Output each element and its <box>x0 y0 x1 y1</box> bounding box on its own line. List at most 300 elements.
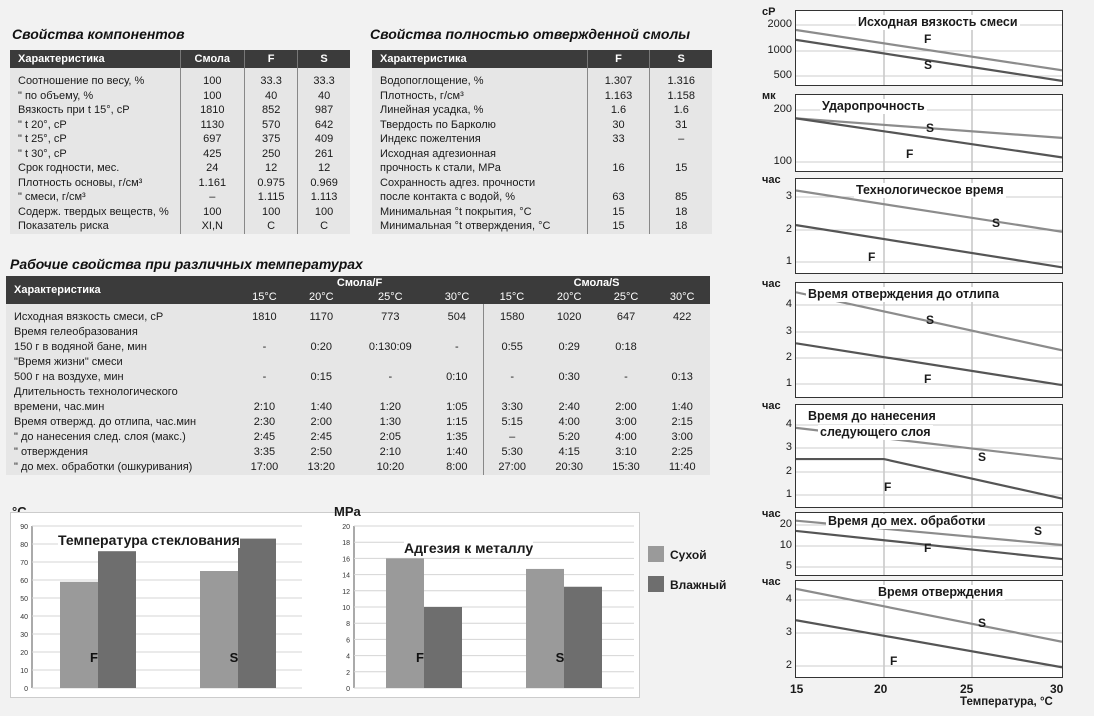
table-cell: 1130 <box>180 118 245 133</box>
legend-dry-swatch <box>648 546 664 562</box>
temperature-header: 25°C <box>598 290 655 304</box>
mini-chart-tick: 100 <box>773 155 792 167</box>
components-header-cell: S <box>298 50 350 68</box>
table-cell: Твердость по Барколю <box>372 118 587 133</box>
mini-chart <box>795 404 1063 508</box>
category-label: F <box>416 650 424 665</box>
y-tick-label: 10 <box>20 668 28 675</box>
table-cell: 100 <box>180 205 245 220</box>
table-cell: 31 <box>675 118 688 131</box>
working-header-main: Характеристика <box>6 276 236 304</box>
mini-chart-unit: час <box>762 576 781 588</box>
table-cell: 2:45 <box>310 431 332 443</box>
temperature-header: 30°C <box>654 290 710 304</box>
series-label: F <box>868 250 876 265</box>
table-cell <box>654 385 710 400</box>
table-cell: – <box>483 430 541 445</box>
legend-dry-label: Сухой <box>670 548 707 562</box>
y-tick-label: 6 <box>346 637 350 645</box>
table-cell: 150 г в водяной бане, мин <box>14 341 147 353</box>
table-cell <box>350 385 431 400</box>
mini-chart-title: Ударопрочность <box>822 99 925 113</box>
table-cell: 3:30 <box>483 400 541 415</box>
table-cell <box>598 325 655 340</box>
temperature-header: 30°C <box>431 290 483 304</box>
bar-dry <box>200 571 238 688</box>
table-cell: Вязкость при t 15°, cP <box>10 103 180 118</box>
table-cell: 1.163 <box>587 89 650 104</box>
adhesion-chart-title: Адгезия к металлу <box>404 540 534 556</box>
table-cell: C <box>320 220 329 232</box>
y-tick-label: 20 <box>342 524 350 531</box>
table-cell: 642 <box>314 118 334 131</box>
table-row <box>6 415 710 430</box>
table-cell: 250 <box>245 147 298 162</box>
table-cell: 1.6 <box>587 103 650 118</box>
table-cell: - <box>624 371 628 383</box>
table-cell <box>650 147 712 162</box>
table-cell <box>650 176 712 191</box>
mini-chart-title: Время отверждения <box>878 585 1004 599</box>
table-cell: Линейная усадка, % <box>372 103 587 118</box>
y-tick-label: 10 <box>342 605 350 612</box>
mini-chart <box>795 282 1063 398</box>
table-cell: 1.115 <box>245 190 298 205</box>
temperature-header: 25°C <box>350 290 431 304</box>
table-row <box>10 161 350 176</box>
table-cell: Исходная адгезионная <box>372 147 587 162</box>
table-cell: 0:29 <box>558 341 580 353</box>
table-row <box>6 445 710 460</box>
glass-chart-title: Температура стеклования <box>58 532 240 548</box>
table-cell: 15 <box>587 219 650 234</box>
table-cell <box>483 355 541 370</box>
table-cell <box>654 340 710 355</box>
series-label: S <box>926 121 935 135</box>
mini-chart-tick: 1 <box>785 255 792 267</box>
table-row <box>6 385 710 400</box>
table-row <box>372 219 712 234</box>
table-row <box>10 205 350 220</box>
x-tick-15: 15 <box>790 682 804 696</box>
mini-chart-title: Время до мех. обработки <box>828 514 986 528</box>
table-cell: 375 <box>245 132 298 147</box>
table-cell: 13:20 <box>307 461 336 473</box>
mini-chart <box>795 94 1063 172</box>
table-cell: 1.113 <box>310 191 338 203</box>
components-header-cell: F <box>245 50 298 68</box>
table-cell <box>293 355 350 370</box>
table-cell: 1:15 <box>446 416 468 428</box>
table-row <box>372 147 712 162</box>
table-row <box>6 355 710 370</box>
table-cell: 697 <box>180 132 245 147</box>
table-cell: 1:35 <box>446 431 468 443</box>
table-row <box>10 190 350 205</box>
table-cell <box>350 325 431 340</box>
table-row <box>10 219 350 234</box>
series-label: F <box>924 540 932 555</box>
table-cell: 0:10 <box>446 371 468 383</box>
y-tick-label: 70 <box>20 560 28 567</box>
bar-dry <box>60 582 98 688</box>
table-cell: 18 <box>675 220 688 232</box>
mini-chart-unit: мк <box>762 90 776 102</box>
table-cell: 1:30 <box>379 416 402 428</box>
table-cell: времени, час.мин <box>14 401 105 413</box>
cured-table <box>372 50 712 234</box>
mini-chart <box>795 512 1063 576</box>
mini-chart-tick: 4 <box>785 298 792 310</box>
table-row <box>372 132 712 147</box>
table-cell: 100 <box>245 205 298 220</box>
table-cell: 11:40 <box>668 461 696 473</box>
table-cell: 3:00 <box>671 431 693 443</box>
components-table <box>10 50 350 234</box>
table-cell <box>431 385 483 400</box>
series-label: S <box>978 616 987 631</box>
table-cell: 85 <box>675 191 688 203</box>
table-cell: 0:13 <box>671 371 693 383</box>
working-group-f: Смола/F <box>236 276 483 290</box>
table-row <box>372 161 712 176</box>
table-cell: 2:05 <box>379 431 402 443</box>
series-label: S <box>926 312 935 327</box>
table-cell: 30 <box>587 118 650 133</box>
bar-wet <box>564 587 602 688</box>
table-cell <box>293 325 350 340</box>
table-cell: 2:45 <box>253 431 276 443</box>
table-cell: 1810 <box>180 103 245 118</box>
table-cell: 504 <box>447 311 466 323</box>
table-cell: 16 <box>587 161 650 176</box>
table-cell: Водопоглощение, % <box>372 74 587 89</box>
components-title: Свойства компонентов <box>12 26 185 42</box>
table-cell: 422 <box>673 311 692 323</box>
mini-chart-tick: 3 <box>785 626 792 638</box>
table-cell: 3:00 <box>615 416 637 428</box>
table-row <box>6 370 710 385</box>
cured-title: Свойства полностью отвержденной смолы <box>370 26 691 42</box>
table-cell: 10:20 <box>376 461 405 473</box>
cured-header-cell: S <box>650 50 712 68</box>
table-cell: 17:00 <box>250 461 279 473</box>
table-cell: 3:10 <box>615 446 637 458</box>
table-cell: 100 <box>180 89 245 104</box>
table-cell: 773 <box>381 311 400 323</box>
table-cell: 5:30 <box>483 445 541 460</box>
temperature-header: 15°C <box>236 290 293 304</box>
table-cell: Показатель риска <box>10 219 180 234</box>
series-label: S <box>978 450 987 465</box>
cured-header-cell: Характеристика <box>372 50 587 68</box>
mini-chart-title-line2: следующего слоя <box>820 425 931 439</box>
table-row <box>10 74 350 89</box>
table-cell: Время отвержд. до отлипа, час.мин <box>14 416 197 428</box>
table-cell: 1:40 <box>446 446 468 458</box>
mini-chart-title: Время до нанесения <box>808 409 936 423</box>
table-cell: 1.307 <box>587 74 650 89</box>
table-cell: 1:40 <box>671 401 693 413</box>
temperature-header: 15°C <box>483 290 541 304</box>
table-cell <box>236 325 293 340</box>
series-label: F <box>884 479 892 494</box>
table-row <box>372 205 712 220</box>
table-cell: 500 г на воздухе, мин <box>14 371 124 383</box>
table-cell: 0:55 <box>483 340 541 355</box>
table-cell: 1:40 <box>310 401 332 413</box>
table-cell: 0:20 <box>310 341 332 353</box>
table-cell: - <box>388 371 393 383</box>
mini-chart-tick: 4 <box>785 593 792 605</box>
mini-chart-tick: 3 <box>785 325 792 337</box>
table-cell: Соотношение по весу, % <box>10 74 180 89</box>
table-cell: 33.3 <box>313 75 335 87</box>
mini-chart-title: Технологическое время <box>856 183 1004 197</box>
table-cell: Длительность технологического <box>14 386 178 398</box>
table-row <box>10 147 350 162</box>
series-line <box>796 225 1062 267</box>
table-cell: XI,N <box>180 219 245 234</box>
table-cell: 24 <box>180 161 245 176</box>
mini-chart-tick: 1 <box>785 377 792 389</box>
table-cell: Содерж. твердых веществ, % <box>10 205 180 220</box>
table-cell: 2:10 <box>379 446 402 458</box>
series-label: F <box>924 372 932 387</box>
bar-dry <box>386 558 424 688</box>
components-header-cell: Смола <box>180 50 245 68</box>
table-row <box>372 176 712 191</box>
mini-chart <box>795 10 1063 86</box>
y-tick-label: 20 <box>20 650 28 657</box>
bar-wet <box>98 551 136 688</box>
adhesion-unit: MPa <box>334 504 361 519</box>
table-cell <box>541 385 598 400</box>
table-cell <box>431 355 483 370</box>
table-row <box>10 118 350 133</box>
table-cell: 20:30 <box>555 461 583 473</box>
bar-dry <box>526 569 564 688</box>
table-cell: 40 <box>245 89 298 104</box>
y-tick-label: 12 <box>342 588 350 596</box>
table-cell: 33.3 <box>245 74 298 89</box>
table-cell: Исходная вязкость смеси, cP <box>14 311 164 323</box>
y-tick-label: 90 <box>20 524 28 531</box>
table-cell: 15:30 <box>612 461 640 473</box>
category-label: F <box>90 650 98 665</box>
table-row <box>372 190 712 205</box>
y-tick-label: 16 <box>342 556 350 564</box>
table-cell: 570 <box>245 118 298 133</box>
table-row <box>10 89 350 104</box>
table-cell: 2:00 <box>615 401 637 413</box>
y-tick-label: 40 <box>20 614 28 621</box>
table-cell: Время гелеобразования <box>14 326 138 338</box>
x-tick-25: 25 <box>960 682 974 696</box>
mini-chart-unit: cP <box>762 6 776 18</box>
table-cell: Плотность основы, г/см³ <box>10 176 180 191</box>
table-cell: 1020 <box>556 311 582 323</box>
mini-chart-title: Время отверждения до отлипа <box>808 287 1000 301</box>
table-cell <box>587 147 650 162</box>
mini-chart-tick: 20 <box>779 518 792 530</box>
table-cell <box>483 325 541 340</box>
table-row <box>10 132 350 147</box>
table-cell <box>541 325 598 340</box>
y-tick-label: 14 <box>342 572 350 580</box>
table-row <box>10 103 350 118</box>
mini-chart-tick: 10 <box>779 539 792 551</box>
legend-wet-swatch <box>648 576 664 592</box>
table-cell <box>654 355 710 370</box>
series-line <box>796 459 1062 499</box>
mini-chart-tick: 3 <box>785 190 792 202</box>
table-cell <box>541 355 598 370</box>
table-cell: Сохранность адгез. прочности <box>372 176 587 191</box>
table-cell: 647 <box>616 311 636 323</box>
table-cell: 33 <box>587 132 650 147</box>
table-cell: - <box>483 370 541 385</box>
table-cell: 12 <box>317 162 331 174</box>
bar-wet <box>238 539 276 688</box>
x-tick-30: 30 <box>1050 682 1064 696</box>
table-cell <box>236 385 293 400</box>
table-cell: 261 <box>314 147 334 160</box>
table-cell: 5:15 <box>483 415 541 430</box>
category-label: S <box>229 650 239 665</box>
components-header-cell: Характеристика <box>10 50 180 68</box>
table-cell: 63 <box>587 190 650 205</box>
table-cell: Срок годности, мес. <box>10 161 180 176</box>
table-cell: 2:10 <box>253 401 276 413</box>
table-cell: 3:35 <box>253 446 276 458</box>
table-cell: 15 <box>675 162 688 174</box>
table-cell: " t 30°, cP <box>10 147 180 162</box>
table-cell: после контакта с водой, % <box>372 190 587 205</box>
table-cell: " до нанесения след. слоя (макс.) <box>14 431 186 443</box>
table-cell: 1.6 <box>673 104 689 116</box>
table-cell: 0.969 <box>310 176 338 189</box>
table-cell: 0:15 <box>310 371 332 383</box>
table-cell: Индекс пожелтения <box>372 132 587 147</box>
table-cell: прочность к стали, MPa <box>372 161 587 176</box>
table-cell: 100 <box>180 74 245 89</box>
table-cell: "Время жизни" смеси <box>14 356 123 368</box>
mini-chart-title: Исходная вязкость смеси <box>858 15 1018 29</box>
working-group-s: Смола/S <box>483 276 710 290</box>
table-row <box>6 325 710 340</box>
y-tick-label: 60 <box>20 578 28 585</box>
series-label: S <box>924 57 933 72</box>
table-cell: 425 <box>180 147 245 162</box>
table-cell: 40 <box>317 89 331 102</box>
table-cell: " отверждения <box>14 446 88 458</box>
table-cell: 852 <box>245 103 298 118</box>
table-cell: 27:00 <box>483 460 541 475</box>
table-cell <box>431 325 483 340</box>
mini-chart-tick: 3 <box>785 441 792 453</box>
y-tick-label: 18 <box>342 540 350 548</box>
table-cell: 1170 <box>309 311 334 323</box>
table-cell: " смеси, г/см³ <box>10 190 180 205</box>
temperature-header: 20°C <box>293 290 350 304</box>
y-tick-label: 0 <box>24 686 28 693</box>
table-cell <box>598 355 655 370</box>
category-label: S <box>555 650 565 665</box>
table-cell: Минимальная °t отверждения, °C <box>372 219 587 234</box>
table-cell <box>293 385 350 400</box>
table-cell: C <box>245 219 298 234</box>
y-tick-label: 0 <box>346 686 350 693</box>
mini-chart-tick: 200 <box>773 103 792 115</box>
table-cell: 0:130:09 <box>368 341 412 353</box>
y-tick-label: 80 <box>20 542 28 549</box>
table-cell: 409 <box>314 133 334 145</box>
mini-chart <box>795 178 1063 274</box>
x-axis-label: Температура, °C <box>960 696 1053 708</box>
table-cell: 4:00 <box>558 416 580 428</box>
table-row <box>372 74 712 89</box>
working-table <box>6 276 710 475</box>
table-cell: 0.975 <box>245 176 298 191</box>
table-cell: 1.316 <box>667 75 695 87</box>
table-cell: 2:50 <box>310 446 332 458</box>
table-row <box>6 400 710 415</box>
series-label: F <box>924 32 932 47</box>
mini-chart-unit: час <box>762 400 781 412</box>
working-title: Рабочие свойства при различных температурах <box>10 256 363 272</box>
table-cell: 15 <box>587 205 650 220</box>
table-row <box>6 460 710 475</box>
table-cell: 1:05 <box>446 401 468 413</box>
y-tick-label: 8 <box>346 621 350 629</box>
table-cell: 987 <box>314 104 334 116</box>
mini-chart-tick: 1000 <box>767 44 792 56</box>
series-label: F <box>906 147 914 161</box>
table-row <box>10 176 350 191</box>
table-cell: 1.158 <box>667 89 695 102</box>
table-row <box>372 89 712 104</box>
table-cell: " по объему, % <box>10 89 180 104</box>
mini-chart-unit: час <box>762 508 781 520</box>
table-cell: 2:00 <box>310 416 332 428</box>
mini-chart-tick: 2 <box>785 659 792 671</box>
mini-chart-unit: час <box>762 174 781 186</box>
y-tick-label: 4 <box>346 653 350 661</box>
table-cell: 1810 <box>252 311 277 323</box>
table-row <box>6 340 710 355</box>
table-cell <box>598 385 655 400</box>
table-row <box>6 430 710 445</box>
table-cell: - <box>262 341 267 353</box>
table-cell: 2:40 <box>558 401 580 413</box>
table-cell: " до мех. обработки (ошкуривания) <box>14 461 193 473</box>
series-line <box>796 620 1062 667</box>
table-cell: – <box>678 133 685 145</box>
table-cell: 1:20 <box>379 401 402 413</box>
y-tick-label: 2 <box>346 669 350 677</box>
table-cell <box>654 325 710 340</box>
series-label: S <box>992 215 1001 230</box>
table-cell: 5:20 <box>558 431 580 443</box>
table-cell: 0:18 <box>615 341 637 353</box>
table-cell: 4:00 <box>615 431 637 443</box>
series-label: S <box>1034 524 1043 539</box>
table-cell: 100 <box>314 205 334 218</box>
table-cell <box>483 385 541 400</box>
temperature-header: 20°C <box>541 290 598 304</box>
legend-wet-label: Влажный <box>670 578 727 592</box>
